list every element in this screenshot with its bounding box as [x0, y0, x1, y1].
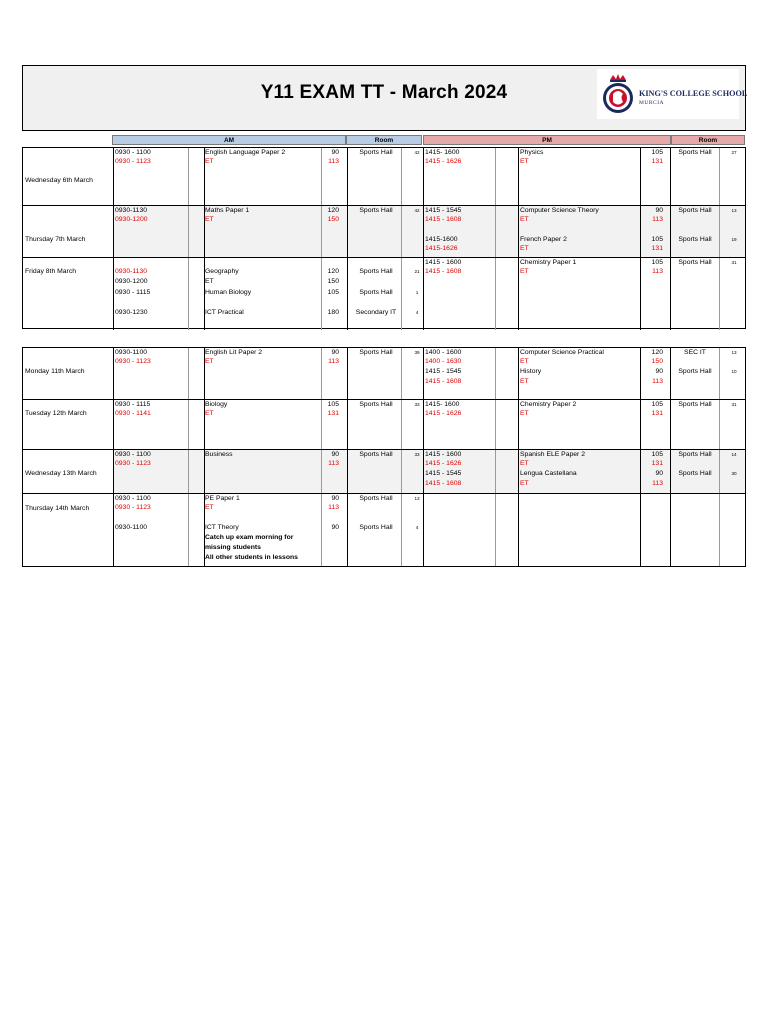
am-room: Sports Hall: [359, 401, 393, 408]
am-duration: 131: [327, 410, 339, 417]
am-time: 0930-1130: [115, 268, 147, 275]
day-label: Friday 8th March: [25, 268, 76, 275]
day-row: [23, 148, 745, 206]
school-logo: [597, 69, 748, 119]
column-divider: [670, 206, 671, 257]
day-row: [23, 450, 745, 494]
pm-time: 1415 - 1545: [425, 368, 462, 375]
pm-student-count: 27: [731, 150, 737, 155]
am-duration: 105: [327, 401, 339, 408]
pm-student-count: 30: [731, 471, 737, 476]
am-duration: 90: [331, 524, 339, 531]
day-row: [23, 348, 745, 400]
pm-time: 1415 - 1600: [425, 451, 462, 458]
pm-subject: Physics: [520, 149, 544, 156]
am-room: Sports Hall: [359, 149, 393, 156]
am-subject: ET: [205, 216, 214, 223]
column-divider: [113, 494, 114, 566]
column-divider: [188, 450, 189, 493]
title-banner: [22, 65, 746, 131]
pm-student-count: 14: [731, 452, 737, 457]
am-subject: Business: [205, 451, 233, 458]
day-label: Wednesday 6th March: [25, 177, 93, 184]
am-subject: PE Paper 1: [205, 495, 240, 502]
am-room-header: Room: [346, 135, 422, 145]
column-divider: [347, 258, 348, 330]
am-room: Sports Hall: [359, 289, 393, 296]
week-one-table: [22, 147, 746, 329]
pm-time: 1415 - 1626: [425, 158, 462, 165]
am-duration: 90: [331, 495, 339, 502]
pm-time: 1415 - 1608: [425, 216, 462, 223]
column-divider: [719, 400, 720, 449]
day-label: Monday 11th March: [25, 368, 85, 375]
pm-room: Sports Hall: [678, 368, 712, 375]
pm-time: 1415- 1600: [425, 149, 460, 156]
am-subject: ICT Theory: [205, 524, 239, 531]
column-divider: [670, 258, 671, 330]
column-divider: [401, 148, 402, 205]
pm-student-count: 31: [731, 402, 737, 407]
column-divider: [188, 494, 189, 566]
am-duration: 120: [327, 207, 339, 214]
column-divider: [113, 258, 114, 330]
pm-room: Sports Hall: [678, 259, 712, 266]
column-divider: [640, 348, 641, 399]
column-divider: [188, 148, 189, 205]
column-divider: [640, 258, 641, 330]
column-divider: [495, 450, 496, 493]
column-divider: [113, 206, 114, 257]
am-student-count: 4: [415, 525, 419, 530]
am-subject: Maths Paper 1: [205, 207, 250, 214]
am-time: 0930 - 1115: [115, 289, 151, 296]
note-line: missing students: [205, 544, 261, 551]
pm-header: PM: [423, 135, 671, 145]
am-duration: 150: [327, 216, 339, 223]
column-divider: [113, 400, 114, 449]
column-divider: [640, 148, 641, 205]
am-duration: 120: [327, 268, 339, 275]
am-student-count: 4: [415, 310, 419, 315]
pm-subject: ET: [520, 378, 529, 385]
column-divider: [401, 258, 402, 330]
column-divider: [188, 400, 189, 449]
column-divider: [518, 258, 519, 330]
am-time: 0930 - 1123: [115, 358, 151, 365]
am-room: Sports Hall: [359, 268, 393, 275]
am-time: 0930 - 1100: [115, 149, 151, 156]
column-divider: [518, 450, 519, 493]
column-divider: [401, 348, 402, 399]
pm-room: Sports Hall: [678, 401, 712, 408]
am-subject: ICT Practical: [205, 309, 244, 316]
am-subject: Geography: [205, 268, 239, 275]
column-divider: [188, 348, 189, 399]
pm-subject: ET: [520, 358, 529, 365]
pm-subject: French Paper 2: [520, 236, 567, 243]
pm-time: 1415 - 1545: [425, 470, 462, 477]
column-divider: [495, 206, 496, 257]
pm-time: 1400 - 1600: [425, 349, 462, 356]
am-duration: 113: [328, 504, 339, 511]
am-time: 0930-1130: [115, 207, 147, 214]
pm-time: 1415 - 1608: [425, 268, 462, 275]
day-row: [23, 400, 745, 450]
pm-subject: ET: [520, 216, 529, 223]
pm-student-count: 10: [731, 369, 737, 374]
pm-duration: 113: [652, 268, 663, 275]
pm-subject: Chemistry Paper 2: [520, 401, 577, 408]
am-duration: 90: [331, 349, 339, 356]
column-divider: [518, 400, 519, 449]
am-subject: Human Biology: [205, 289, 252, 296]
column-divider: [113, 450, 114, 493]
day-row: [23, 494, 745, 566]
column-divider: [347, 148, 348, 205]
pm-duration: 90: [655, 368, 663, 375]
am-student-count: 33: [414, 402, 420, 407]
pm-duration: 113: [652, 480, 663, 487]
am-subject: ET: [205, 410, 214, 417]
pm-room: Sports Hall: [678, 470, 712, 477]
am-time: 0930 - 1141: [115, 410, 151, 417]
column-divider: [719, 348, 720, 399]
am-subject: ET: [205, 358, 214, 365]
day-label: Thursday 7th March: [25, 236, 86, 243]
day-row: [23, 258, 745, 330]
column-divider: [113, 348, 114, 399]
column-divider: [347, 494, 348, 566]
am-duration: 150: [327, 278, 339, 285]
pm-duration: 131: [651, 460, 663, 467]
school-crest-icon: [601, 73, 635, 115]
pm-room: SEC IT: [684, 349, 706, 356]
column-divider: [347, 400, 348, 449]
am-student-count: 42: [414, 150, 420, 155]
am-time: 0930 - 1100: [115, 451, 151, 458]
column-divider: [347, 206, 348, 257]
am-time: 0930-1100: [115, 524, 147, 531]
column-divider: [670, 148, 671, 205]
pm-time: 1415-1626: [425, 245, 458, 252]
am-subject: ET: [205, 158, 214, 165]
am-room: Sports Hall: [359, 451, 393, 458]
pm-duration: 105: [651, 236, 663, 243]
pm-student-count: 31: [731, 260, 737, 265]
pm-duration: 120: [651, 349, 663, 356]
column-divider: [495, 348, 496, 399]
pm-subject: ET: [520, 410, 529, 417]
pm-duration: 105: [651, 149, 663, 156]
day-row: [23, 206, 745, 258]
pm-room: Sports Hall: [678, 207, 712, 214]
column-divider: [495, 258, 496, 330]
pm-duration: 131: [651, 158, 663, 165]
column-divider: [640, 400, 641, 449]
note-line: All other students in lessons: [205, 554, 298, 561]
pm-time: 1415 - 1545: [425, 207, 462, 214]
pm-duration: 105: [651, 451, 663, 458]
pm-duration: 131: [651, 245, 663, 252]
column-divider: [719, 148, 720, 205]
column-divider: [640, 450, 641, 493]
pm-subject: ET: [520, 268, 529, 275]
pm-time: 1415- 1600: [425, 401, 460, 408]
column-divider: [518, 206, 519, 257]
week-two-table: [22, 347, 746, 567]
am-subject: English Lit Paper 2: [205, 349, 263, 356]
note-line: Catch up exam morning for: [205, 534, 294, 541]
am-time: 0930 - 1123: [115, 460, 151, 467]
am-duration: 113: [328, 158, 339, 165]
pm-room: Sports Hall: [678, 451, 712, 458]
am-duration: 90: [331, 149, 339, 156]
column-divider: [670, 450, 671, 493]
pm-subject: Computer Science Practical: [520, 349, 604, 356]
column-divider: [640, 206, 641, 257]
exam-timetable: [22, 65, 746, 567]
column-divider: [518, 494, 519, 566]
pm-time: 1415 - 1626: [425, 410, 462, 417]
column-divider: [113, 148, 114, 205]
column-divider: [401, 400, 402, 449]
am-time: 0930-1200: [115, 278, 148, 285]
pm-subject: ET: [520, 245, 529, 252]
column-divider: [719, 494, 720, 566]
column-divider: [670, 494, 671, 566]
pm-student-count: 13: [731, 208, 737, 213]
am-student-count: 1: [415, 290, 419, 295]
column-divider: [401, 450, 402, 493]
pm-time: 1415 - 1600: [425, 259, 462, 266]
pm-room-header: Room: [671, 135, 745, 145]
school-city: MURCIA: [639, 100, 665, 106]
column-divider: [670, 348, 671, 399]
am-student-count: 13: [414, 496, 420, 501]
column-divider: [401, 494, 402, 566]
am-room: Secondary IT: [355, 309, 397, 316]
column-divider: [640, 494, 641, 566]
column-divider: [518, 348, 519, 399]
pm-duration: 131: [651, 410, 663, 417]
column-divider: [670, 400, 671, 449]
am-room: Sports Hall: [359, 349, 393, 356]
pm-student-count: 13: [731, 350, 737, 355]
am-subject: Biology: [205, 401, 228, 408]
column-divider: [347, 450, 348, 493]
pm-duration: 90: [655, 470, 663, 477]
pm-time: 1415 - 1626: [425, 460, 462, 467]
am-subject: ET: [205, 278, 214, 285]
am-student-count: 33: [414, 452, 420, 457]
am-room: Sports Hall: [359, 207, 393, 214]
column-divider: [495, 148, 496, 205]
column-divider: [719, 450, 720, 493]
am-header: AM: [112, 135, 346, 145]
pm-room: Sports Hall: [678, 149, 712, 156]
day-label: Wednesday 13th March: [25, 470, 97, 477]
pm-duration: 105: [651, 401, 663, 408]
am-duration: 105: [327, 289, 339, 296]
am-duration: 90: [331, 451, 339, 458]
pm-time: 1415 - 1608: [425, 378, 462, 385]
am-time: 0930-1200: [115, 216, 148, 223]
am-student-count: 42: [414, 208, 420, 213]
am-time: 0930 - 1123: [115, 158, 151, 165]
pm-subject: ET: [520, 158, 529, 165]
pm-duration: 113: [652, 378, 663, 385]
am-duration: 113: [328, 358, 339, 365]
pm-subject: Chemistry Paper 1: [520, 259, 577, 266]
column-divider: [188, 258, 189, 330]
column-divider: [495, 494, 496, 566]
pm-subject: Spanish ELE Paper 2: [520, 451, 585, 458]
pm-time: 1400 - 1630: [425, 358, 462, 365]
pm-subject: History: [520, 368, 542, 375]
am-time: 0930-1100: [115, 349, 147, 356]
am-subject: ET: [205, 504, 214, 511]
am-subject: English Language Paper 2: [205, 149, 286, 156]
column-divider: [401, 206, 402, 257]
pm-time: 1415-1600: [425, 236, 458, 243]
am-student-count: 21: [414, 269, 420, 274]
page-title: Y11 EXAM TT - March 2024: [260, 82, 508, 103]
am-time: 0930 - 1100: [115, 495, 151, 502]
pm-duration: 105: [651, 259, 663, 266]
column-divider: [347, 348, 348, 399]
am-duration: 180: [327, 309, 339, 316]
pm-subject: ET: [520, 460, 529, 467]
am-time: 0930 - 1115: [115, 401, 151, 408]
pm-subject: Computer Science Theory: [520, 207, 599, 214]
pm-duration: 113: [652, 216, 663, 223]
school-name: KING'S COLLEGE SCHOOL: [639, 89, 748, 98]
column-divider: [518, 148, 519, 205]
day-label: Thursday 14th March: [25, 505, 90, 512]
column-divider: [719, 258, 720, 330]
am-time: 0930-1230: [115, 309, 148, 316]
pm-room: Sports Hall: [678, 236, 712, 243]
am-time: 0930 - 1123: [115, 504, 151, 511]
pm-subject: Lengua Castellana: [520, 470, 577, 477]
pm-duration: 90: [655, 207, 663, 214]
column-divider: [719, 206, 720, 257]
pm-subject: ET: [520, 480, 529, 487]
am-student-count: 39: [414, 350, 420, 355]
pm-time: 1415 - 1608: [425, 480, 462, 487]
column-divider: [495, 400, 496, 449]
day-label: Tuesday 12th March: [25, 410, 87, 417]
am-duration: 113: [328, 460, 339, 467]
column-divider: [188, 206, 189, 257]
am-room: Sports Hall: [359, 495, 393, 502]
pm-duration: 150: [651, 358, 663, 365]
pm-student-count: 19: [731, 237, 737, 242]
am-room: Sports Hall: [359, 524, 393, 531]
